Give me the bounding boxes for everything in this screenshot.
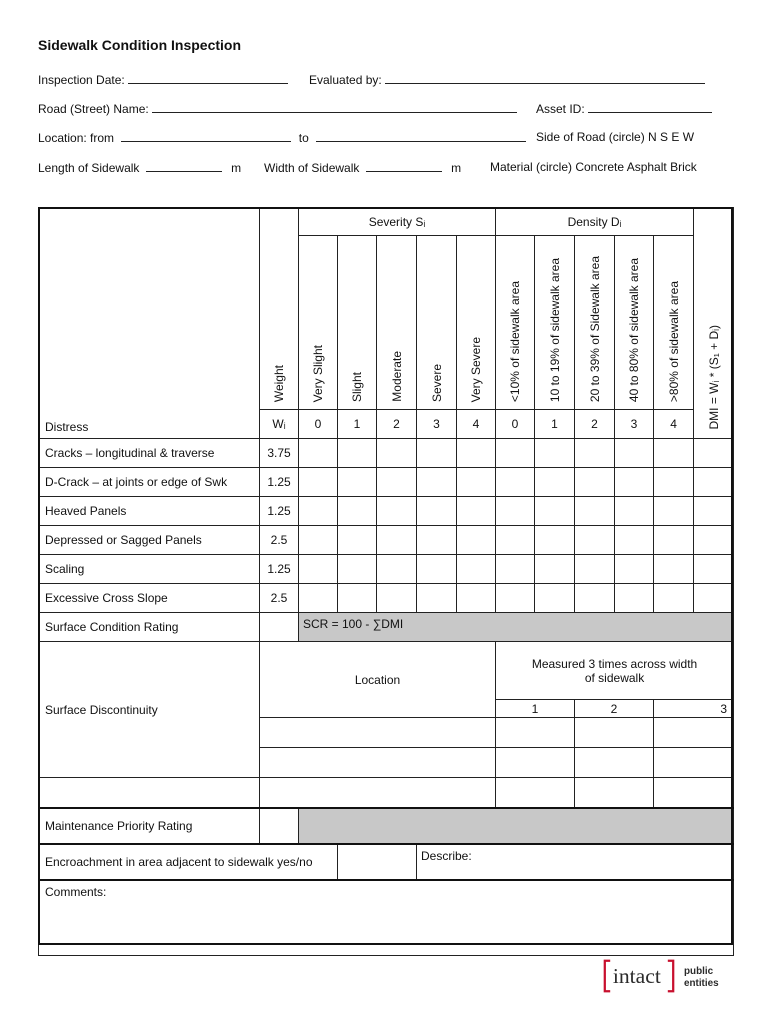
density-gt80: >80% of sidewalk area [654, 236, 694, 410]
rating-cell[interactable] [496, 555, 535, 584]
evaluated-by-row [309, 72, 705, 87]
rating-cell[interactable] [575, 468, 615, 497]
rating-cell[interactable] [535, 439, 575, 468]
density-code: 1 [535, 410, 575, 439]
dmi-cell[interactable] [694, 584, 734, 613]
length-row [38, 160, 241, 175]
measure-cell[interactable] [575, 778, 654, 808]
location-to-field[interactable] [316, 130, 526, 142]
rating-cell[interactable] [377, 497, 417, 526]
evaluated-by-label: Evaluated by: [309, 73, 382, 87]
rating-cell[interactable] [654, 439, 694, 468]
rating-cell[interactable] [377, 526, 417, 555]
rating-cell[interactable] [496, 526, 535, 555]
length-label: Length of Sidewalk [38, 161, 140, 175]
rating-cell[interactable] [299, 555, 338, 584]
rating-cell[interactable] [535, 497, 575, 526]
rating-cell[interactable] [457, 526, 496, 555]
encroachment-yes-no[interactable] [338, 844, 417, 880]
width-row [264, 160, 461, 175]
distress-weight: 3.75 [260, 439, 299, 468]
severity-code: 0 [299, 410, 338, 439]
weight-header: Weight [260, 208, 299, 410]
severity-very-severe: Very Severe [457, 236, 496, 410]
location-from-field[interactable] [121, 130, 291, 142]
density-code: 3 [615, 410, 654, 439]
rating-cell[interactable] [615, 497, 654, 526]
inspection-date-label: Inspection Date: [38, 73, 125, 87]
location-from-label: Location: from [38, 131, 115, 145]
rating-cell[interactable] [299, 584, 338, 613]
distress-weight: 1.25 [260, 555, 299, 584]
rating-cell[interactable] [496, 468, 535, 497]
describe-field[interactable]: Describe: [417, 844, 734, 880]
rating-cell[interactable] [377, 468, 417, 497]
table-row [39, 439, 734, 468]
location-cell[interactable] [260, 778, 496, 808]
rating-cell[interactable] [575, 439, 615, 468]
measure-col: 3 [654, 700, 734, 718]
rating-cell[interactable] [575, 497, 615, 526]
rating-cell[interactable] [377, 555, 417, 584]
severity-moderate: Moderate [377, 236, 417, 410]
rating-cell[interactable] [496, 497, 535, 526]
location-header: Location [260, 642, 496, 718]
mpr-shaded [299, 808, 734, 844]
rating-cell[interactable] [377, 439, 417, 468]
side-of-road[interactable]: Side of Road (circle) N S E W [536, 130, 695, 144]
inspection-table [38, 207, 734, 956]
distress-name: Scaling [39, 555, 260, 584]
rating-cell[interactable] [417, 468, 457, 497]
table-row [39, 497, 734, 526]
material-select[interactable]: Material (circle) Concrete Asphalt Brick [490, 160, 697, 174]
rating-cell[interactable] [299, 526, 338, 555]
rating-cell[interactable] [615, 468, 654, 497]
measure-cell[interactable] [654, 718, 734, 748]
rating-cell[interactable] [575, 555, 615, 584]
length-unit: m [231, 161, 242, 175]
severity-slight: Slight [338, 236, 377, 410]
rating-cell[interactable] [299, 468, 338, 497]
width-unit: m [451, 161, 462, 175]
dmi-cell[interactable] [694, 526, 734, 555]
rating-cell[interactable] [338, 526, 377, 555]
measure-cell[interactable] [496, 778, 575, 808]
width-field[interactable] [366, 160, 442, 172]
road-name-row [38, 101, 517, 116]
width-label: Width of Sidewalk [264, 161, 360, 175]
road-name-label: Road (Street) Name: [38, 102, 149, 116]
rating-cell[interactable] [654, 584, 694, 613]
distress-weight: 2.5 [260, 526, 299, 555]
dmi-cell[interactable] [694, 439, 734, 468]
table-row [39, 526, 734, 555]
intact-logo [596, 958, 736, 994]
comments-field[interactable]: Comments: [39, 880, 734, 956]
rating-cell[interactable] [299, 497, 338, 526]
surface-discontinuity-spacer [39, 778, 260, 808]
distress-header: Distress [39, 208, 260, 439]
logo-sub-line1: public [684, 966, 714, 978]
location-row [38, 130, 526, 145]
rating-cell[interactable] [615, 584, 654, 613]
encroachment-label: Encroachment in area adjacent to sidewalk yes/no [39, 844, 338, 880]
dmi-cell[interactable] [694, 555, 734, 584]
severity-code: 3 [417, 410, 457, 439]
road-name-field[interactable] [152, 101, 517, 113]
rating-cell[interactable] [654, 526, 694, 555]
measure-col: 1 [496, 700, 575, 718]
rating-cell[interactable] [457, 468, 496, 497]
evaluated-by-field[interactable] [385, 72, 705, 84]
distress-weight: 1.25 [260, 497, 299, 526]
scr-formula: SCR = 100 - ∑DMI [299, 613, 734, 642]
measure-col: 2 [575, 700, 654, 718]
rating-cell[interactable] [417, 555, 457, 584]
asset-id-row [536, 101, 712, 116]
logo-bracket-right [668, 961, 673, 992]
location-to-label: to [298, 131, 309, 145]
location-cell[interactable] [260, 718, 496, 748]
table-row [39, 468, 734, 497]
form-title: Sidewalk Condition Inspection [38, 37, 242, 53]
density-40-80: 40 to 80% of sidewalk area [615, 236, 654, 410]
distress-name: Depressed or Sagged Panels [39, 526, 260, 555]
density-header: Density Dᵢ [496, 208, 694, 236]
severity-code: 4 [457, 410, 496, 439]
rating-cell[interactable] [535, 526, 575, 555]
surface-discontinuity-label: Surface Discontinuity [39, 642, 260, 778]
density-code: 0 [496, 410, 535, 439]
rating-cell[interactable] [615, 439, 654, 468]
measured-header: Measured 3 times across width of sidewalk [496, 642, 734, 700]
rating-cell[interactable] [417, 526, 457, 555]
table-row [39, 555, 734, 584]
density-20-39: 20 to 39% of Sidewalk area [575, 236, 615, 410]
rating-cell[interactable] [417, 584, 457, 613]
rating-cell[interactable] [457, 439, 496, 468]
rating-cell[interactable] [338, 584, 377, 613]
logo-brand-text: intact [612, 964, 661, 989]
severity-code: 2 [377, 410, 417, 439]
rating-cell[interactable] [299, 439, 338, 468]
severity-header: Severity Sᵢ [299, 208, 496, 236]
asset-id-label: Asset ID: [536, 102, 585, 116]
logo-sub-line2: entities [684, 977, 719, 989]
density-code: 4 [654, 410, 694, 439]
measure-cell[interactable] [654, 778, 734, 808]
scr-label: Surface Condition Rating [39, 613, 260, 642]
mpr-label: Maintenance Priority Rating [39, 808, 260, 844]
rating-cell[interactable] [338, 439, 377, 468]
distress-name: D-Crack – at joints or edge of Swk [39, 468, 260, 497]
scr-blank-cell[interactable] [260, 613, 299, 642]
rating-cell[interactable] [535, 584, 575, 613]
length-field[interactable] [146, 160, 222, 172]
asset-id-field[interactable] [588, 101, 712, 113]
measure-cell[interactable] [575, 718, 654, 748]
weight-symbol: Wᵢ [260, 410, 299, 439]
rating-cell[interactable] [496, 584, 535, 613]
dmi-cell[interactable] [694, 497, 734, 526]
rating-cell[interactable] [535, 555, 575, 584]
distress-name: Cracks – longitudinal & traverse [39, 439, 260, 468]
rating-cell[interactable] [496, 439, 535, 468]
table-row [39, 584, 734, 613]
rating-cell[interactable] [575, 584, 615, 613]
rating-cell[interactable] [535, 468, 575, 497]
rating-cell[interactable] [457, 497, 496, 526]
measure-cell[interactable] [496, 748, 575, 778]
distress-weight: 2.5 [260, 584, 299, 613]
measure-cell[interactable] [575, 748, 654, 778]
inspection-date-row [38, 72, 288, 87]
rating-cell[interactable] [457, 555, 496, 584]
location-cell[interactable] [260, 748, 496, 778]
rating-cell[interactable] [457, 584, 496, 613]
rating-cell[interactable] [575, 526, 615, 555]
logo-bracket-left [605, 961, 610, 992]
rating-cell[interactable] [338, 555, 377, 584]
measure-cell[interactable] [496, 718, 575, 748]
density-code: 2 [575, 410, 615, 439]
rating-cell[interactable] [417, 439, 457, 468]
rating-cell[interactable] [654, 555, 694, 584]
measure-cell[interactable] [654, 748, 734, 778]
rating-cell[interactable] [417, 497, 457, 526]
severity-code: 1 [338, 410, 377, 439]
rating-cell[interactable] [338, 497, 377, 526]
rating-cell[interactable] [377, 584, 417, 613]
rating-cell[interactable] [654, 468, 694, 497]
rating-cell[interactable] [615, 526, 654, 555]
rating-cell[interactable] [615, 555, 654, 584]
distress-weight: 1.25 [260, 468, 299, 497]
rating-cell[interactable] [654, 497, 694, 526]
density-10-19: 10 to 19% of sidewalk area [535, 236, 575, 410]
distress-name: Heaved Panels [39, 497, 260, 526]
dmi-header: DMI = Wᵢ * (S₁ + Dᵢ) [694, 208, 734, 439]
distress-name: Excessive Cross Slope [39, 584, 260, 613]
density-lt10: <10% of sidewalk area [496, 236, 535, 410]
severity-severe: Severe [417, 236, 457, 410]
rating-cell[interactable] [338, 468, 377, 497]
inspection-date-field[interactable] [128, 72, 288, 84]
dmi-cell[interactable] [694, 468, 734, 497]
severity-very-slight: Very Slight [299, 236, 338, 410]
mpr-value-cell[interactable] [260, 808, 299, 844]
